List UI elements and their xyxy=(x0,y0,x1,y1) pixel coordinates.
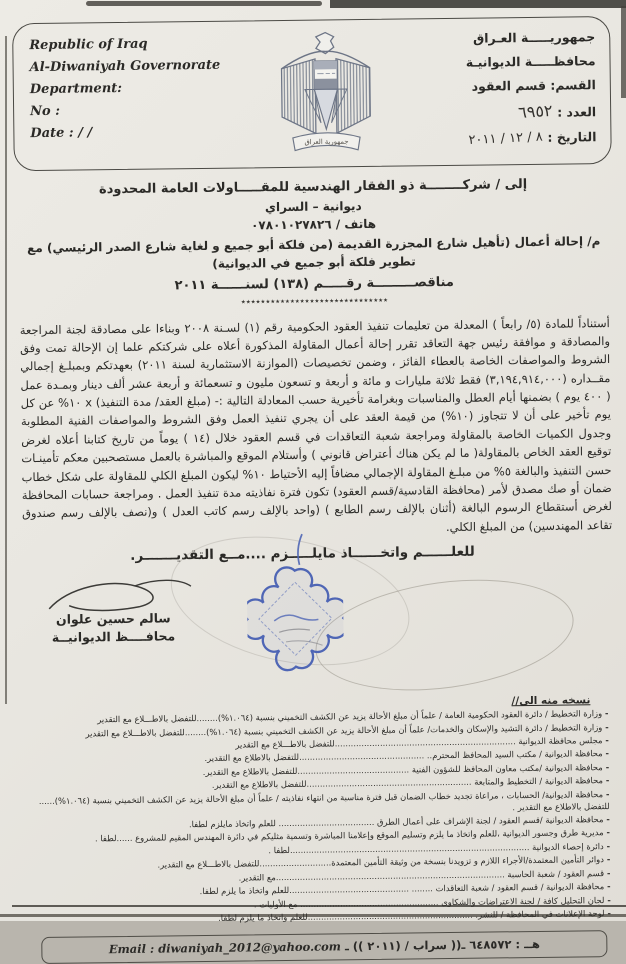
addressee-block xyxy=(14,174,614,313)
closing-line: للعلــــــم واتخــــــاذ مايلـــــزم ....مــع التقديـــــــر. xyxy=(18,542,616,565)
scan-artifact-edge xyxy=(621,6,626,98)
separator-asterisks: ٭٭٭٭٭٭٭٭٭٭٭٭٭٭٭٭٭٭٭٭٭٭٭٭٭٭٭٭٭٭ xyxy=(15,292,613,313)
date-label-en: Date : / / xyxy=(30,124,235,142)
cc-item: - مجلس محافظة الديوانية ....................................................................للتفضل بالاطـــلاع مع التقدير xyxy=(25,735,609,754)
cc-item: - محافظة الديوانية / مكتب السيد المحافظ المحترم.. ...............................................للتفضل بالاطلاع مع التقدير. xyxy=(25,749,609,768)
cc-item: - لوحة الإعلانات في المحافظة / للنشر. ..............................................................للعلم واتخاذ ما يلزم لطفا. xyxy=(27,908,611,927)
letter-number-handwritten: ٦٩٥٢ xyxy=(518,101,554,122)
emblem-area xyxy=(234,29,417,159)
letter-body-paragraph: أستناداً للمادة (٥/ رابعاً ) المعدلة من تعليمات تنفيذ العقود الحكومية رقم (١) لسـنة ٢٠٠٨ وبناءا على مصادقة لجنة المراجعة والمصادقة و موافقة رئيس جهة التعاقد تقرر إحالة أعمال المقاولة المذكورة أعلاه على شركتكم علما إن الإحالة تمت وفق الشروط والمواصفات الخاصة بالعطاء الفائز ، وضمن تخصيصات (الموازنة الاستثمارية لسنة ٢٠١١) بعهدتكم وبمبلـغ إجمالي مقــداره (٣,١٩٤,٩١٤,٠٠٠) فقط ثلاثة مليارات و مائة و أربعة و تسعون مليون و تسعمائة و أربعة عشر ألف دينار وبمـدة عمل ( ٤٠٠ يوم ) بضمنها أيام العطل والمناسبات وبغرامة تأخيرية حسب المعادلة التالية :- (مبلغ العقد/ مدة التنفيذ) x ١٠% عن كل يوم تأخير على أن لا تتجاوز (١٠%) من قيمة العقد على أن يجري تنفيذ العمل وفق الشروط والمواصفات الفنية المطلوبة وجدول الكميات الخاصة بالمقاولة ومراجعة شعبة التعاقدات في قسم العقود خلال (١٤ ) يوماً من تاريخ كتابنا أعلاه لغرض توقيع العقد الخاص بالمقاولة( ما لم يكن هناك أعتراض قانوني ) وأستلام الموقع والمباشرة بالعمل مستصحبين معكم تأمينـات حسن التنفيذ والبالغة ٥% من مبلـغ المقاولة الإجمالي مضافاً إليه الأحتياط ١٠% ليكون المبلغ الكلي للمقاولة على شكل خطاب ضمان أو صك مصدق لأمر (محافظة القادسية/قسم العقود) تكون فترة نفاذيته مدة تنفيذ العمل . ومراجعة حسابات المحافظة لغرض أستقطاع الرسوم البالغة (أثنان بالإلف رسم الطابع ) (واحد بالإلف رسم كاتب العدل ) و(نصف بالإلف رسم صندوق تقاعد المهندسين) من المبلغ الكلي. xyxy=(16,313,617,541)
letter-number-row xyxy=(416,101,596,122)
cc-item: - محافظة الديوانية /قسم العقود / لجنة الإشراف على أعمال الطرق .................................... للعلم واتخاذ مايلزم لطفا. xyxy=(26,814,610,833)
scan-artifact-top xyxy=(330,0,626,8)
number-label-ar: العدد : xyxy=(557,104,596,119)
email-label: Email : xyxy=(109,942,155,957)
cc-item: - قسم العقود / شعبة الحاسبة ......................................................................................مع التقدير. xyxy=(26,868,610,887)
tender-number-line: مناقصـــــــــة رقـــــم (١٣٨) لسنــــــة ٢٠١١ xyxy=(15,270,613,297)
cc-heading: نسخه منه الى// xyxy=(20,694,590,713)
signature-zone xyxy=(18,542,618,699)
footer-contact-box xyxy=(41,930,607,964)
country-name-en: Republic of Iraq xyxy=(29,36,234,54)
governor-name: سالم حسين علوان xyxy=(33,609,193,629)
iraq-coat-of-arms-emblem xyxy=(271,30,381,157)
country-name-ar: جمهوريـــــة العـراق xyxy=(415,29,595,46)
subject-line: م/ إحالة أعمال (تأهيل شارع المجزرة القديمة (من فلكة أبو جميع و لغاية شارع الصدر الرئيسي) مع تطوير فلكة أبو جميع في الديوانية) xyxy=(27,232,601,275)
cc-item: - محافظة الديوانية /مكتب معاون المحافظ للشؤون الفنية ..........................................للتفضل بالاطلاع مع التقدير. xyxy=(25,762,609,781)
department-value-ar: القسم: قسم العقود xyxy=(416,77,596,94)
cc-item: - وزارة التخطيط / دائرة التشيد والإسكان والخدمات/ علماً أن مبلغ الأحالة يزيد عن الكشف التخميني بنسبة (١.٠٦٤%)........للتفضل بالاطـــلاع مع التقدير xyxy=(25,722,609,741)
cc-item: - لجان التحليل كافة / لجنة الاعتراضات والشكاوى .................................................... مع الأوليات . xyxy=(27,895,611,914)
signature-block xyxy=(33,609,193,647)
letter-content xyxy=(12,16,621,964)
emblem-banner-text: جمهورية العراق xyxy=(304,138,348,147)
cc-item: - محافظة الديوانية / التخطيط والمتابعة ..............................................................للتفضل بالاطلاع مع التقدير. xyxy=(25,775,609,794)
letter-date-handwritten: ٨ / ١٢ / ٢٠١١ xyxy=(469,130,544,148)
addressee-company: إلى / شركــــــــة ذو الفقار الهندسية للمقـــــاولات العامة المحدودة xyxy=(14,174,612,201)
governor-title: محافــــظ الديوانيــة xyxy=(33,627,193,647)
scan-artifact-edge xyxy=(5,36,7,704)
letter-date-row xyxy=(416,129,596,147)
letterhead xyxy=(12,16,612,171)
cc-item: - مديرية طرق وجسور الديوانية ،للعلم واتخاذ ما يلزم وتسليم الموقع وإعلامنا المباشرة وتسمية مثليكم في دائرة المهندس المقيم للمشروع ......لطفا . xyxy=(26,828,610,847)
cc-item: - دوائر التأمين المعتمدة/الأجراء اللازم و تزويدنا بنسخة من وثيقة التأمين المعتمدة...........................للتفضل بالاطـــلاع مع التقدير. xyxy=(26,854,610,873)
cc-item: - وزارة التخطيط / دائرة العقود الحكومية العامة / علماً أن مبلغ الأحالة يزيد عن الكشف التخميني بنسبة (١.٠٦٤%)........للتفضل بالاطـــلاع مع التقدير xyxy=(25,708,609,727)
addressee-city: ديوانية – السراي xyxy=(14,193,612,218)
email-value: diwaniyah_2012@yahoo.com xyxy=(158,939,341,955)
department-label-en: Department: xyxy=(30,80,235,98)
cc-item: - محافظة الديوانية/ الحسابات ، مراعاة تجديد خطاب الضمان قبل فترة مناسبة من انتهاء نفاذيته / علماً أن مبلغ الأحالة يزيد عن الكشف التخميني بنسبة (١.٠٦٤%)...... للتفضل بالاطلاع مع التقدير . xyxy=(25,789,609,820)
addressee-phone: هاتف / ٠٧٨٠١٠٢٧٨٢٦ xyxy=(14,211,612,236)
footer-email xyxy=(109,939,341,956)
number-label-en: No : xyxy=(30,102,235,120)
footer-phone: هــ : ٦٤٨٥٧٢ ـ(( سراب / (٢٠١١ )) ـ xyxy=(345,937,540,953)
scan-artifact-top xyxy=(86,1,322,6)
cc-section xyxy=(20,694,621,927)
governorate-name-en: Al-Diwaniyah Governorate xyxy=(29,58,234,76)
cc-item: - دائرة إحصاء الديوانية ..........................................................................................لطفا . xyxy=(26,841,610,860)
letterhead-arabic xyxy=(415,27,597,157)
pen-stroke xyxy=(298,534,303,565)
letterhead-english xyxy=(29,32,236,162)
date-label-ar: التاريخ : xyxy=(547,129,596,145)
cc-list xyxy=(21,708,622,927)
eagle-head xyxy=(315,32,333,53)
official-blue-stamp xyxy=(246,531,344,672)
cc-item: - محافظة الديوانية / قسم العقود / شعبة التعاقدات ........ .............................................للعلم واتخاذ ما يلزم لطفا. xyxy=(27,881,611,900)
governorate-name-ar: محافظـــــة الديوانيـة xyxy=(415,53,595,70)
